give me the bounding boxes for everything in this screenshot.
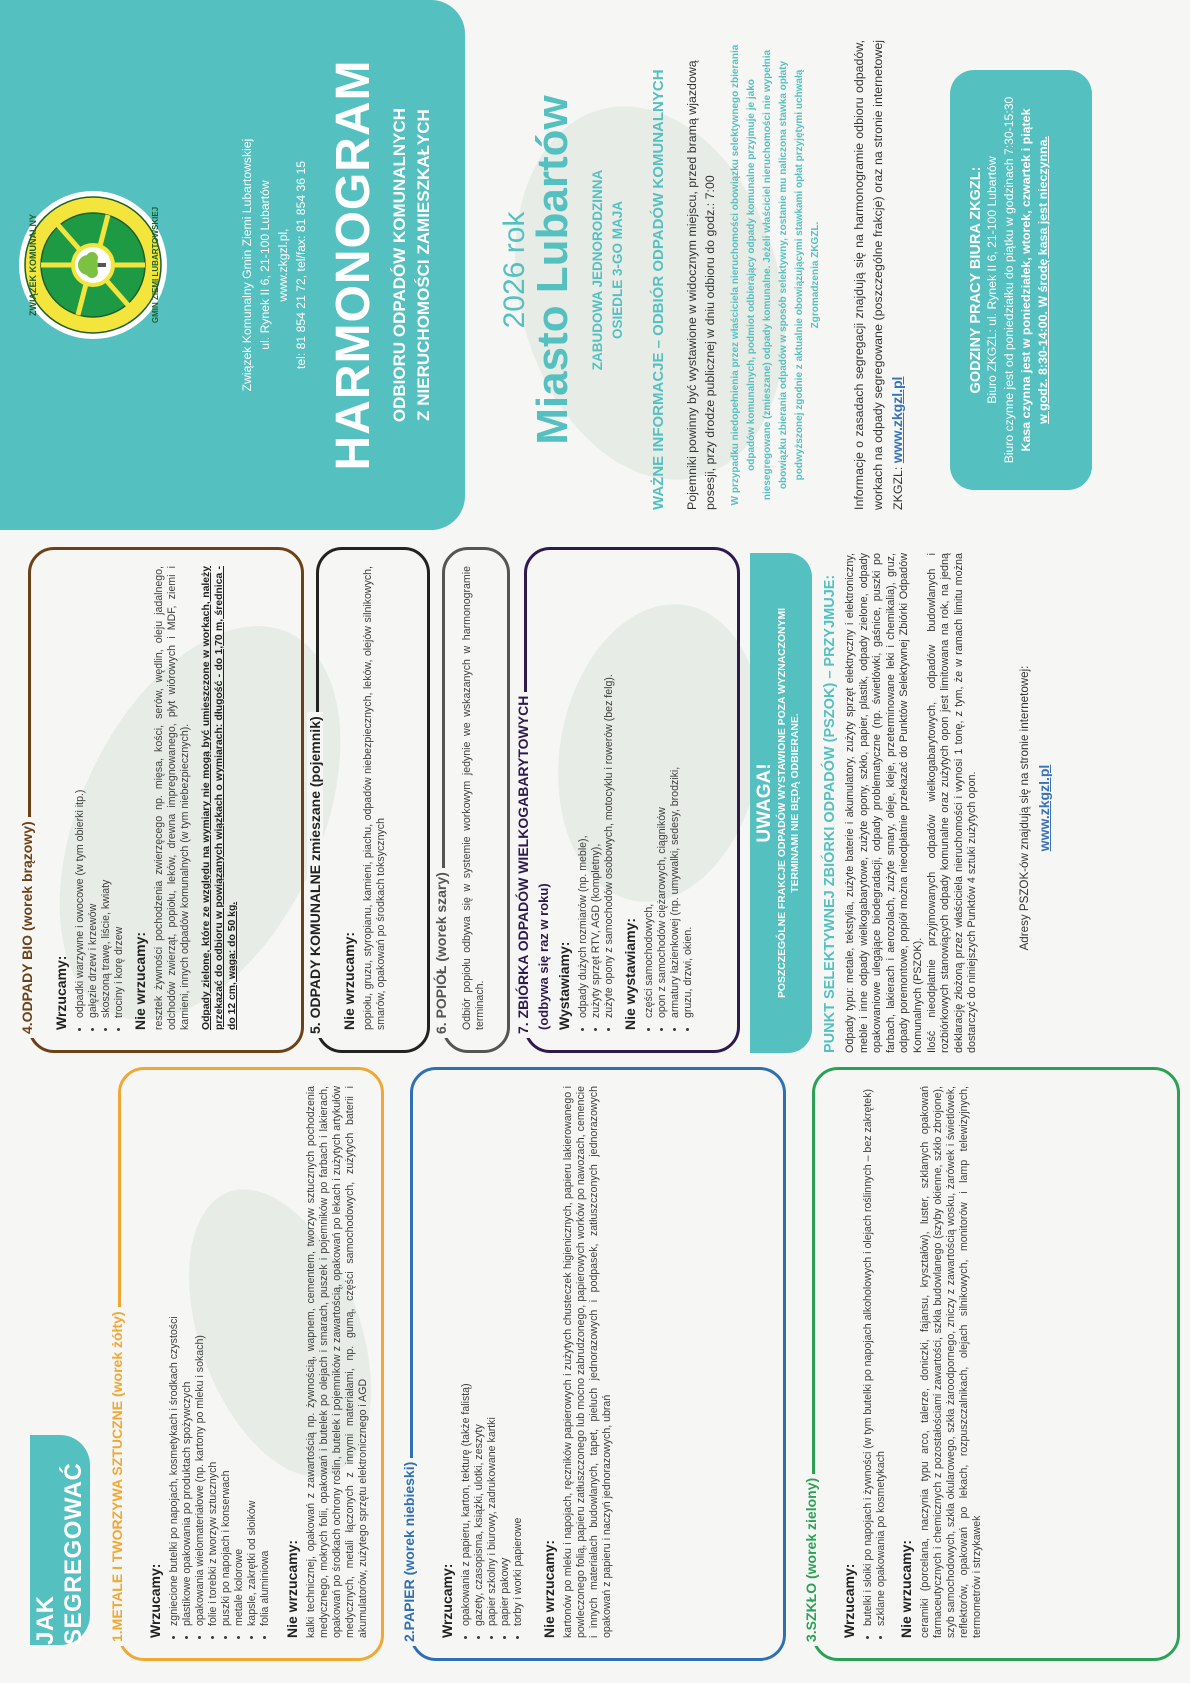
office-hours-box — [950, 70, 1092, 490]
list-item: • opon z samochodów ciężarowych, ciągników — [656, 566, 669, 1018]
list-item: • papier pakowy — [499, 1086, 512, 1626]
noput-label: Nie wystawiamy: — [622, 917, 638, 1030]
paper-title: 2.PAPIER (worek niebieski) — [401, 1458, 417, 1646]
list-item: • trociny i korę drzew — [113, 566, 126, 1018]
paper-section — [401, 1067, 786, 1661]
glass-title: 3.SZKŁO (worek zielony) — [803, 1474, 819, 1646]
pszok-title: PUNKT SELEKTYWNEJ ZBIÓRKI ODPADÓW (PSZOK) – PRZYJMUJE: — [822, 574, 838, 1053]
org-address: ul. Rynek II 6, 21-100 Lubartów — [258, 180, 272, 350]
header-panel — [0, 0, 465, 530]
logo-text: ZWIĄZEK KOMUNALNY — [28, 214, 38, 316]
mixed-section — [307, 547, 430, 1053]
ash-section — [433, 547, 510, 1053]
document-subtitle: Z NIERUCHOMOŚCI ZAMIESZKAŁYCH — [414, 109, 433, 421]
list-item: • folie i torebki z tworzyw sztucznych — [207, 1086, 220, 1626]
mixed-title: 5. ODPADY KOMUNALNE zmieszane (pojemnik) — [307, 712, 323, 1038]
list-item: • gazety, czasopisma, książki, ulotki, zeszyty — [473, 1086, 486, 1626]
metal-yes-list — [168, 1086, 272, 1638]
bio-section — [19, 547, 304, 1053]
schedule-city: Miasto Lubartów — [528, 95, 577, 445]
zkgzl-website-link[interactable]: www.zkgzl.pl — [889, 376, 905, 464]
important-info-title: WAŻNE INFORMACJE – ODBIÓR ODPADÓW KOMUNALNYCH — [650, 69, 667, 510]
list-item: • gałęzie drzew i krzewów — [87, 566, 100, 1018]
metal-plastic-section — [109, 1067, 384, 1661]
bulky-subtitle: (odbywa się raz w roku) — [536, 883, 551, 1030]
list-item: • metale kolorowe — [233, 1086, 246, 1626]
metal-no-text: kalki technicznej, opakowań z zawartością np. żywnością, wapnem, cementem, tworzyw sztucznych pochodzenia medycznego, mokrych folii, opakowań i butelek po olejach i smarach, puszek i pojemników po farbach i lakierach, opakowań po środkach ochrony roślin, butelek i pojemników z zawartością, opakowań po lekach i zużytych artykułów medycznych, metali łączonych z innymi materiałami, np. gumą, części samochodowych, zużytych baterii i akumulatorów, zużytego sprzętu elektronicznego i AGD — [305, 1086, 369, 1638]
list-item: • zgniecione butelki po napojach, kosmetykach i środkach czystości — [168, 1086, 181, 1626]
info-column — [0, 0, 1190, 540]
nothrow-label: Nie wrzucamy: — [898, 1539, 914, 1638]
pszok-website-link[interactable]: www.zkgzl.pl — [1036, 764, 1052, 852]
important-info-text: Pojemniki powinny być wystawione w widocznym miejscu, przed bramą wjazdową posesji, przy drodze publicznej w dniu odbioru do godz.: 7:00 — [685, 60, 717, 510]
bio-yes-list — [74, 566, 126, 1030]
pszok-text — [844, 553, 980, 1053]
bulky-no-list — [643, 566, 695, 1030]
mixed-no-text: popiołu, gruzu, styropianu, kamieni, piachu, odpadów niebezpiecznych, leków, olejów silnikowych, smarów, opakowań po środkach toksycznych — [362, 566, 387, 1030]
warning-title: UWAGA! — [754, 763, 775, 843]
list-item: • plastikowe opakowania po produktach spożywczych — [181, 1086, 194, 1626]
office-hours-line: Biuro czynne jest od poniedziałku do piątku w godzinach 7:30-15:30 — [1002, 96, 1016, 464]
schedule-area: ZABUDOWA JEDNORODZINNA — [590, 169, 605, 371]
throw-label: Wrzucamy: — [841, 1563, 857, 1638]
put-label: Wystawiamy: — [556, 941, 572, 1030]
segregation-column-2 — [0, 540, 1190, 1063]
office-hours-line: w godz. 8:30-14:00. W środę kasa jest nieczynna. — [1036, 136, 1050, 424]
warning-line: TERMINAMI NIE BĘDĄ ODBIERANE. — [790, 713, 801, 893]
nothrow-label: Nie wrzucamy: — [341, 931, 357, 1030]
paper-yes-list — [460, 1086, 525, 1638]
ash-title: 6. POPIÓŁ (worek szary) — [433, 868, 449, 1038]
list-item: • papier szkolny i biurowy, zadrukowane kartki — [486, 1086, 499, 1626]
org-name: Związek Komunalny Gmin Ziemi Lubartowskiej — [240, 138, 254, 392]
throw-label: Wrzucamy: — [53, 955, 69, 1030]
nothrow-label: Nie wrzucamy: — [284, 1539, 300, 1638]
list-item: • zużyte opony z samochodów osobowych, motocyklu i rowerów (bez felg). — [603, 566, 616, 1018]
bio-no-text: resztek żywności pochodzenia zwierzęcego np. mięsa, kości, serów, wędlin, oleju jadalnego, odchodów zwierząt, popiołu, leków, drewna impregnowanego, płyt wiórowych i MDF, ziemi i kamieni, innych odpadów komunalnych (w tym niebezpiecznych). — [153, 566, 191, 1030]
bio-title: 4.ODPADY BIO (worek brązowy) — [19, 817, 35, 1038]
segregation-title: JAK SEGREGOWAĆ — [30, 1435, 90, 1645]
office-hours-line: Biuro ZKGZL: ul. Rynek II 6, 21-100 Lubartów — [985, 156, 999, 404]
pszok-paragraph: Odpady typu: metale, tekstylia, zużyte baterie i akumulatory, zużyty sprzęt elektryczny i elektroniczny, meble i inne odpady wielkogabarytowe, zużyte opony, szkło, papier, plastik, odpady zielone, odpady opakowaniowe ulegające biodegradacji, odpady problematyczne (np. świetlówki, gaśnice, puszki po farbach, lakierach i aerozolach, zużyte smary, oleje, kleje, przeterminowane leki i chemikalia), gruz, odpady poremontowe, popiół można nieodpłatnie przekazać do Punktów Selektywnej Zbiórki Odpadów Komunalnych (PSZOK). — [844, 553, 924, 1053]
bulky-section — [515, 547, 740, 1053]
list-item: • armatury łazienkowej (np. umywalki, sedesy, brodziki, — [669, 566, 682, 1018]
contact-block — [238, 0, 310, 530]
list-item: • butelki i słoiki po napojach i żywności (w tym butelki po napojach alkoholowych i olejach roślinnych – bez zakrętek) — [862, 1086, 875, 1626]
nothrow-label: Nie wrzucamy: — [541, 1539, 557, 1638]
segregation-column-1 — [0, 1063, 1190, 1683]
list-item: • szklane opakowania po kosmetykach — [875, 1086, 888, 1626]
pszok-addresses-note: Adresy PSZOK-ów znajdują się na stronie internetowej: — [1018, 665, 1031, 951]
office-hours-line: Kasa czynna jest w poniedziałek, wtorek, czwartek i piątek — [1019, 108, 1033, 452]
schedule-year: 2026 rok — [498, 211, 531, 329]
nothrow-label: Nie wrzucamy: — [132, 931, 148, 1030]
office-hours-title: GODZINY PRACY BIURA ZKGZL: — [968, 166, 984, 394]
throw-label: Wrzucamy: — [147, 1563, 163, 1638]
list-item: • folia aluminiowa — [259, 1086, 272, 1626]
list-item: • puszki po napojach i konserwach — [220, 1086, 233, 1626]
list-item: • części samochodowych, — [643, 566, 656, 1018]
paper-no-text: kartonów po mleku i napojach, ręczników papierowych i zużytych chusteczek higienicznych, papieru lakierowanego i powleczonego folią, papieru zatłuszczonego lub mocno zabrudzonego, papierowych worków po nawozach, cemencie i innych materiałach budowlanych, tapet, pieluch jednorazowych i podpasek, zatłuszczonych jednorazowych opakowań z papieru i naczyń jednorazowych, ubrań — [562, 1086, 613, 1638]
list-item: • gruzu, drzwi, okien. — [682, 566, 695, 1018]
logo-text: GMIN ZIEMI LUBARTOWSKIEJ — [151, 206, 160, 324]
glass-yes-list — [862, 1086, 888, 1638]
org-phones: tel: 81 854 21 72, tel/fax: 81 854 36 15 — [294, 160, 308, 370]
ash-text: Odbiór popiołu odbywa się w systemie workowym jedynie we wskazanych w harmonogramie terminach. — [461, 566, 486, 1030]
org-website[interactable]: www.zkgzl.pl, — [276, 228, 290, 302]
list-item: • kapsle, zakrętki od słoików — [246, 1086, 259, 1626]
list-item: • skoszoną trawę, liście, kwiaty — [100, 566, 113, 1018]
schedule-area: OSIEDLE 3-GO MAJA — [610, 200, 625, 340]
bio-note: Odpady zielone, które ze względu na wymiary nie mogą być umieszczone w workach, należy przekazać do odbioru w powiązanych wiązkach o wymiarach: długość - do 1,70 m, średnica - do 12 cm, waga: do 50 kg. — [201, 566, 238, 1030]
zkgzl-logo — [18, 190, 168, 340]
list-item: • odpadki warzywne i owocowe (w tym obierki itp.) — [74, 566, 87, 1018]
list-item: • opakowania wielomateriałowe (np. kartony po mleku i sokach) — [194, 1086, 207, 1626]
bulky-title: 7. ZBIÓRKA ODPADÓW WIELKOGABARYTOWYCH — [515, 692, 531, 1038]
segregation-info — [850, 40, 908, 510]
pszok-paragraph: Ilość nieodpłatnie przyjmowanych odpadów wielkogabarytowych, odpadów budowlanych i rozbiórkowych stanowiących odpady komunalne oraz zużytych opon jest limitowana na rok, na jedną deklarację złożoną przez właściciela nieruchomości i wynosi 1 tonę, z tym, że w ramach limitu można dostarczyć do niniejszych Punktów 4 sztuki zużytych opon. — [925, 553, 979, 1053]
important-info-warning: W przypadku niedopełnienia przez właściciela nieruchomości obowiązku selektywnego zbierania odpadów komunalnych, podmiot odbierający odpady komunalne przyjmuje je jako niesegregowane (zmieszane) odpady komunalne. Jeżeli właściciel nieruchomości nie wypełnia obowiązku zbierania odpadów w sposób selektywny, zostanie mu naliczona stawka opłaty podwyższonej zgodnie z aktualnie obowiązującymi stawkami opłat przyjętymi uchwałą Zgromadzenia ZKGZL. — [730, 44, 821, 506]
document-title: HARMONOGRAM — [327, 59, 380, 471]
bulky-yes-list — [577, 566, 616, 1030]
metal-plastic-title: 1.METALE I TWORZYWA SZTUCZNE (worek żółty) — [109, 1307, 125, 1646]
glass-section — [803, 1067, 1180, 1661]
list-item: • zużyty sprzęt RTV, AGD (kompletny), — [590, 566, 603, 1018]
glass-no-text: ceramiki (porcelana, naczynia typu arco, talerze, doniczki, fajansu, kryształów), luster, szklanych opakowań farmaceutycznych i chemicznych z pozostałościami zawartości, szkła budowlanego (szyby okienne, szkło zbrojone), szyb samochodowych, szkła okularowego, szkła żaroodpornego, zniczy z zawartością wosku, żarówek i świetlówek, reflektorów, opakowań po lekach, rozpuszczalnikach, olejach silnikowych, monitorów i lamp telewizyjnych, termometrów i strzykawek — [919, 1086, 983, 1638]
list-item: • odpady dużych rozmiarów (np. meble), — [577, 566, 590, 1018]
list-item: • torby i worki papierowe — [512, 1086, 525, 1626]
warning-banner — [750, 553, 812, 1053]
warning-line: POSZCZEGÓLNE FRAKCJE ODPADÓW WYSTAWIONE POZA WYZNACZONYMI — [777, 607, 788, 999]
segregation-info-text: Informacje o zasadach segregacji znajdują się na harmonogramie odbioru odpadów, workach na odpady segregowane (poszczególne frakcje) oraz na stronie internetowej ZKGZL: — [852, 40, 905, 510]
document-subtitle: ODBIORU ODPADÓW KOMUNALNYCH — [390, 107, 409, 423]
throw-label: Wrzucamy: — [439, 1563, 455, 1638]
list-item: • opakowania z papieru, karton, tekturę (także falistą) — [460, 1086, 473, 1626]
